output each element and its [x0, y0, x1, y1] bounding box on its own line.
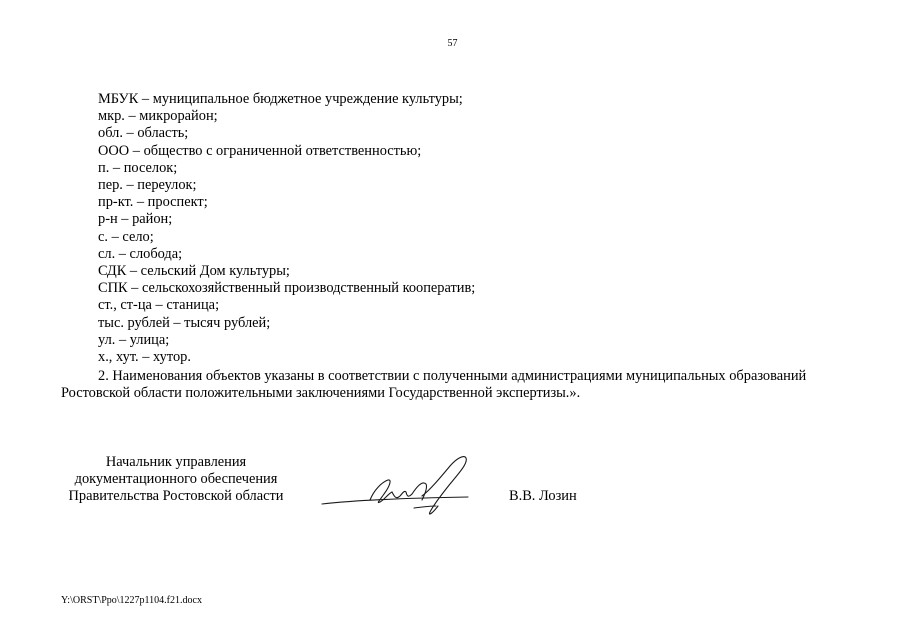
note-paragraph: 2. Наименования объектов указаны в соответствии с полученными администрациями муниципальных образований Ростовской области положительными заключениями Государственной экспертизы.». [61, 368, 807, 402]
abbreviation-list [61, 91, 861, 366]
page-number: 57 [447, 38, 458, 49]
list-item: х., хут. – хутор. [98, 349, 191, 366]
list-item: пер. – переулок; [98, 177, 197, 194]
list-item: р-н – район; [98, 211, 173, 228]
list-item: пр-кт. – проспект; [98, 194, 208, 211]
list-item: МБУК – муниципальное бюджетное учреждение культуры; [98, 91, 463, 107]
list-item: ул. – улица; [98, 331, 170, 348]
list-item: СДК – сельский Дом культуры; [98, 263, 290, 280]
list-item: сл. – слобода; [98, 245, 183, 262]
list-item: ст., ст-ца – станица; [98, 297, 220, 314]
signatory-name: В.В. Лозин [509, 488, 577, 504]
list-item: обл. – область; [98, 125, 189, 142]
signatory-title-line: Начальник управления [105, 454, 247, 470]
list-item: СПК – сельскохозяйственный производственный кооператив; [98, 280, 476, 297]
signatory-title-line: Правительства Ростовской области [68, 488, 284, 505]
list-item: ООО – общество с ограниченной ответственностью; [98, 142, 422, 159]
list-item: мкр. – микрорайон; [98, 108, 218, 125]
signatory-title-line: документационного обеспечения [74, 471, 278, 488]
signatory-title [61, 454, 291, 506]
handwritten-signature [318, 450, 488, 520]
list-item: с. – село; [98, 228, 154, 245]
list-item: тыс. рублей – тысяч рублей; [98, 314, 271, 331]
file-path: Y:\ORST\Ppo\1227p1104.f21.docx [61, 595, 202, 606]
list-item: п. – поселок; [98, 159, 178, 176]
